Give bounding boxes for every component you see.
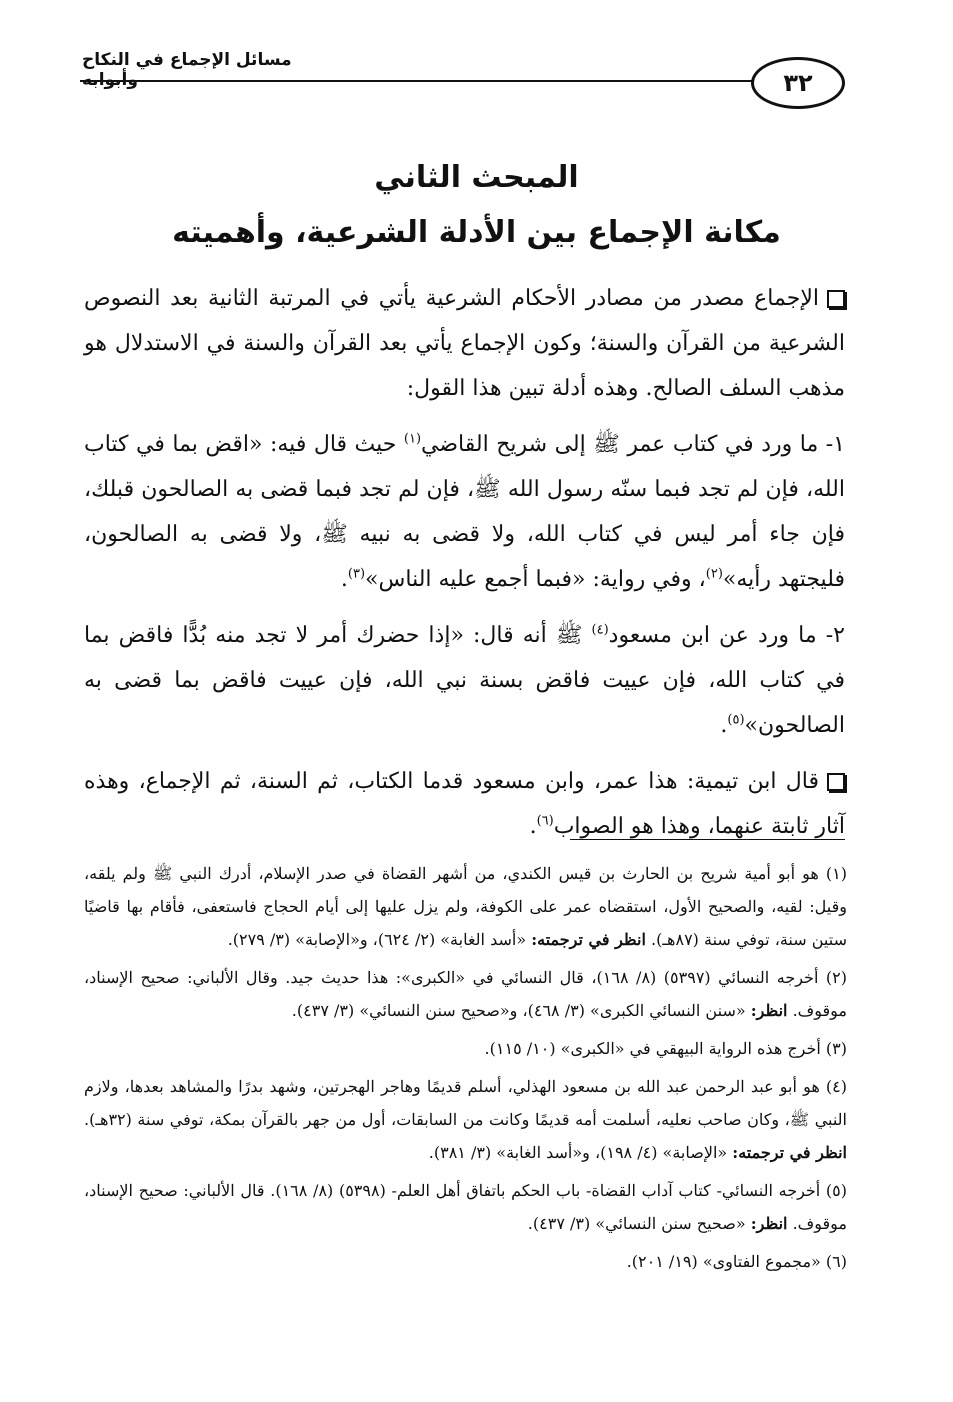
- footnote-keyword: انظر:: [750, 1001, 788, 1020]
- evidence-1-text: ١- ما ورد في كتاب عمر ﷺ إلى شريح القاضي: [421, 432, 845, 457]
- evidence-2-text: ٢- ما ورد عن ابن مسعود: [608, 623, 845, 648]
- paragraph-evidence-1: [84, 422, 845, 602]
- section-heading: المبحث الثاني: [374, 160, 579, 195]
- footnote-separator: [570, 839, 845, 840]
- footnote-ref: (٣): [347, 566, 366, 582]
- footnote-keyword: انظر في ترجمته:: [732, 1143, 847, 1162]
- footnotes: [84, 857, 847, 1283]
- footnote-text: (٢) أخرجه النسائي (٥٣٩٧) (٨/ ١٦٨)، قال النسائي في «الكبرى»: هذا حديث جيد. وقال الألباني: صحيح الإسناد، موقوف.: [84, 968, 847, 1020]
- footnote-text: «صحيح سنن النسائي» (٣/ ٤٣٧).: [527, 1214, 751, 1233]
- evidence-1-variant: ، وفي رواية: «فبما أجمع عليه الناس»: [365, 567, 706, 592]
- footnote-ref: (٥): [727, 712, 745, 728]
- footnote-5: [84, 1174, 847, 1240]
- footnote-keyword: انظر في ترجمته:: [531, 930, 646, 949]
- footnote-text: (١) هو أبو أمية شريح بن الحارث بن قيس الكندي، من أشهر القضاة في صدر الإسلام، أدرك النبي ﷺ ولم يلقه، وقيل: لقيه، والصحيح الأول، استقضاه عمر على الكوفة، ولم يزل عليها إلى أيام الحجاج فاستعفى، فأقام بها قاضيًا ستين سنة، توفي سنة (٨٧هـ).: [84, 864, 847, 949]
- footnote-text: «الإصابة» (٤/ ١٩٨)، و«أسد الغابة» (٣/ ٣٨١).: [428, 1143, 733, 1162]
- footnote-text: «سنن النسائي الكبرى» (٣/ ٤٦٨)، و«صحيح سنن النسائي» (٣/ ٤٣٧).: [291, 1001, 751, 1020]
- paragraph-ibn-taymiyyah: [84, 759, 845, 849]
- footnote-text: (٥) أخرجه النسائي- كتاب آداب القضاة- باب الحكم باتفاق أهل العلم- (٥٣٩٨) (٨/ ١٦٨). قال الألباني: صحيح الإسناد، موقوف.: [84, 1181, 848, 1233]
- footnote-4: [84, 1070, 847, 1169]
- footnote-keyword: انظر:: [750, 1214, 788, 1233]
- period: .: [340, 567, 348, 592]
- footnote-3: (٣) أخرج هذه الرواية البيهقي في «الكبرى» (١٠/ ١١٥).: [484, 1039, 847, 1058]
- footnote-text: (٤) هو أبو عبد الرحمن عبد الله بن مسعود الهذلي، أسلم قديمًا وهاجر الهجرتين، وشهد بدرًا والمشاهد بعدها، ولازم النبي ﷺ، وكان صاحب نعليه، أسلمت أمه قديمًا وكانت من السابقات، أول من جهر بالقرآن بمكة، توفي سنة (٣٢هـ).: [84, 1077, 848, 1129]
- footnote-ref: (١): [403, 431, 422, 447]
- section-subheading: مكانة الإجماع بين الأدلة الشرعية، وأهميته: [172, 215, 781, 250]
- square-bullet-icon: [827, 773, 845, 791]
- running-header-title: مسائل الإجماع في النكاح وأبوابه: [82, 50, 292, 90]
- ibn-taymiyyah-text: قال ابن تيمية: هذا عمر، وابن مسعود قدما الكتاب، ثم السنة، ثم الإجماع، وهذه آثار ثابتة عنهما، وهذا هو الصواب: [84, 769, 845, 839]
- footnote-6: (٦) «مجموع الفتاوى» (١٩/ ٢٠١).: [626, 1252, 847, 1271]
- evidence-2-quote: ﷺ أنه قال: «إذا حضرك أمر لا تجد منه بُدًّا فاقض بما في كتاب الله، فإن عييت فاقض بسنة نبي الله، فإن عييت فاقض بما قضى به الصالحون»: [84, 623, 845, 738]
- paragraph-evidence-2: [84, 613, 845, 748]
- page-number: ٣٢: [751, 57, 845, 109]
- footnote-1: [84, 857, 847, 956]
- main-text: [84, 276, 845, 860]
- footnote-2: [84, 961, 847, 1027]
- square-bullet-icon: [827, 290, 845, 308]
- footnote-ref: (٦): [536, 813, 554, 829]
- period: .: [529, 814, 537, 839]
- footnote-ref: (٤): [591, 622, 609, 638]
- period: .: [720, 713, 728, 738]
- footnote-ref: (٢): [705, 566, 723, 582]
- header-rule: [80, 80, 773, 82]
- evidence-1-quote: حيث قال فيه: «اقض بما في كتاب الله، فإن لم تجد فبما سنّه رسول الله ﷺ، فإن لم تجد فبما قضى به الصالحون قبلك، فإن جاء أمر ليس في كتاب الله، ولا قضى به نبيه ﷺ، ولا قضى به الصالحون، فليجتهد رأيه»: [84, 432, 845, 592]
- paragraph-intro: [84, 276, 845, 411]
- paragraph-intro-text: الإجماع مصدر من مصادر الأحكام الشرعية يأتي في المرتبة الثانية بعد النصوص الشرعية من القرآن والسنة؛ وكون الإجماع يأتي بعد القرآن والسنة في الاستدلال هو مذهب السلف الصالح. وهذه أدلة تبين هذا القول:: [84, 286, 845, 401]
- footnote-text: «أسد الغابة» (٢/ ٦٢٤)، و«الإصابة» (٣/ ٢٧٩).: [227, 930, 532, 949]
